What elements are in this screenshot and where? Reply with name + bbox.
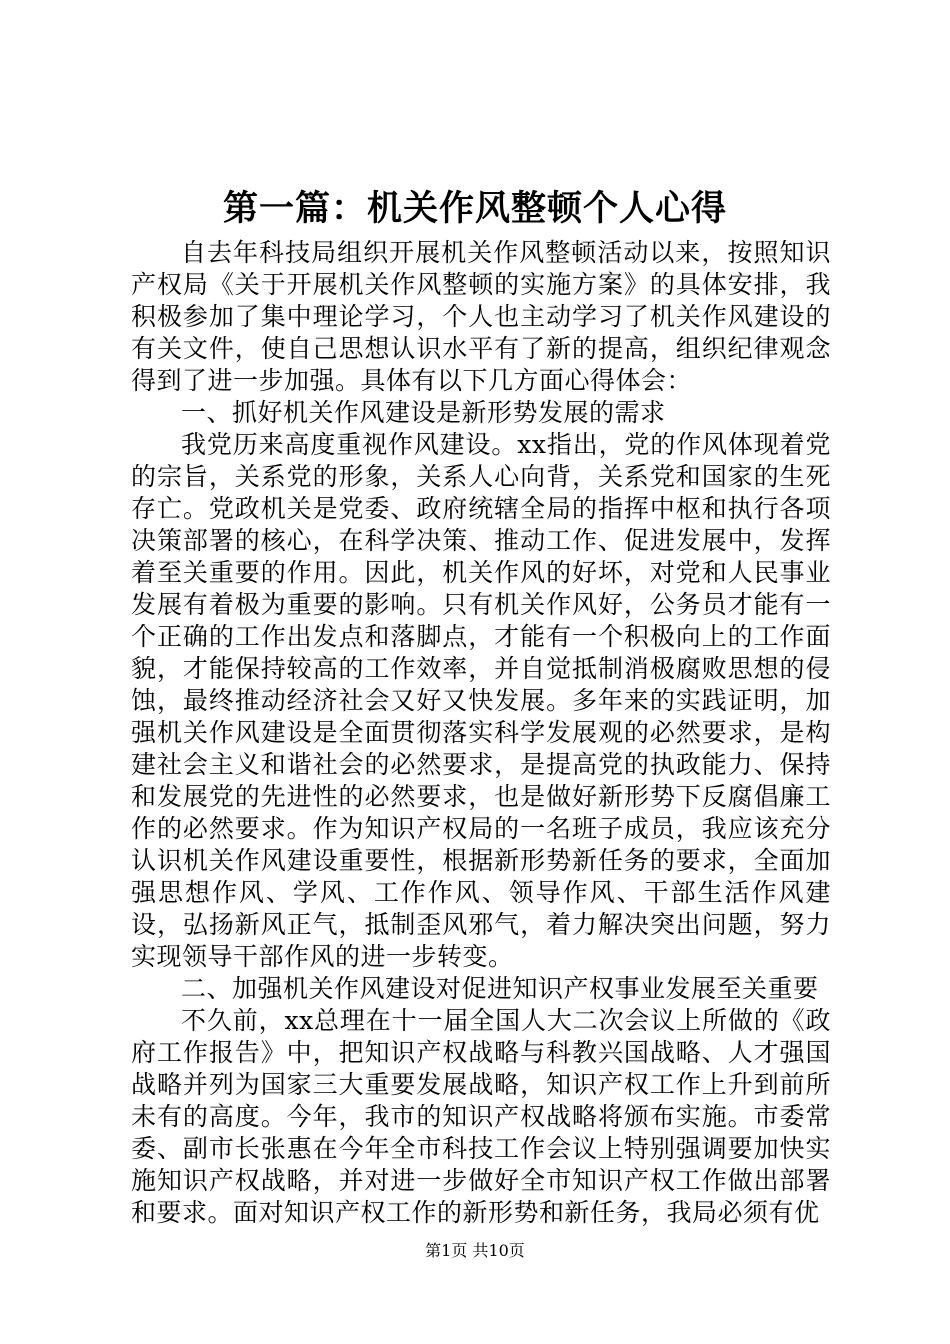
page-number-footer: 第1页 共10页 <box>425 1241 525 1260</box>
paragraph-section-2: 不久前，xx总理在十一届全国人大二次会议上所做的《政府工作报告》中，把知识产权战略与科教兴国战略、人才强国战略并列为国家三大重要发展战略，知识产权工作上升到前所未有的高度。今年，我市的知识产权战略将颁布实施。市委常委、副市长张惠在今年全市科技工作会议上特别强调要加快实施知识产权战略，并对进一步做好全市知识产权工作做出部署和要求。面对知识产权工作的新形势和新任务，我局必须有优 <box>131 1006 831 1227</box>
document-title: 第一篇：机关作风整顿个人心得 <box>222 188 727 229</box>
section-heading-2: 二、加强机关作风建设对促进知识产权事业发展至关重要 <box>181 974 819 1003</box>
document-body <box>131 237 831 1229</box>
paragraph-intro: 自去年科技局组织开展机关作风整顿活动以来，按照知识产权局《关于开展机关作风整顿的实施方案》的具体安排，我积极参加了集中理论学习，个人也主动学习了机关作风建设的有关文件，使自己思想认识水平有了新的提高，组织纪律观念得到了进一步加强。具体有以下几方面心得体会： <box>131 238 831 395</box>
paragraph-section-1: 我党历来高度重视作风建设。xx指出，党的作风体现着党的宗旨，关系党的形象，关系人心向背，关系党和国家的生死存亡。党政机关是党委、政府统辖全局的指挥中枢和执行各项决策部署的核心，在科学决策、推动工作、促进发展中，发挥着至关重要的作用。因此，机关作风的好坏，对党和人民事业发展有着极为重要的影响。只有机关作风好，公务员才能有一个正确的工作出发点和落脚点，才能有一个积极向上的工作面貌，才能保持较高的工作效率，并自觉抵制消极腐败思想的侵蚀，最终推动经济社会又好又快发展。多年来的实践证明，加强机关作风建设是全面贯彻落实科学发展观的必然要求，是构建社会主义和谐社会的必然要求，是提高党的执政能力、保持和发展党的先进性的必然要求，也是做好新形势下反腐倡廉工作的必然要求。作为知识产权局的一名班子成员，我应该充分认识机关作风建设重要性，根据新形势新任务的要求，全面加强思想作风、学风、工作作风、领导作风、干部生活作风建设，弘扬新风正气，抵制歪风邪气，着力解决突出问题，努力实现领导干部作风的进一步转变。 <box>131 430 831 971</box>
section-heading-1: 一、抓好机关作风建设是新形势发展的需求 <box>181 398 666 427</box>
